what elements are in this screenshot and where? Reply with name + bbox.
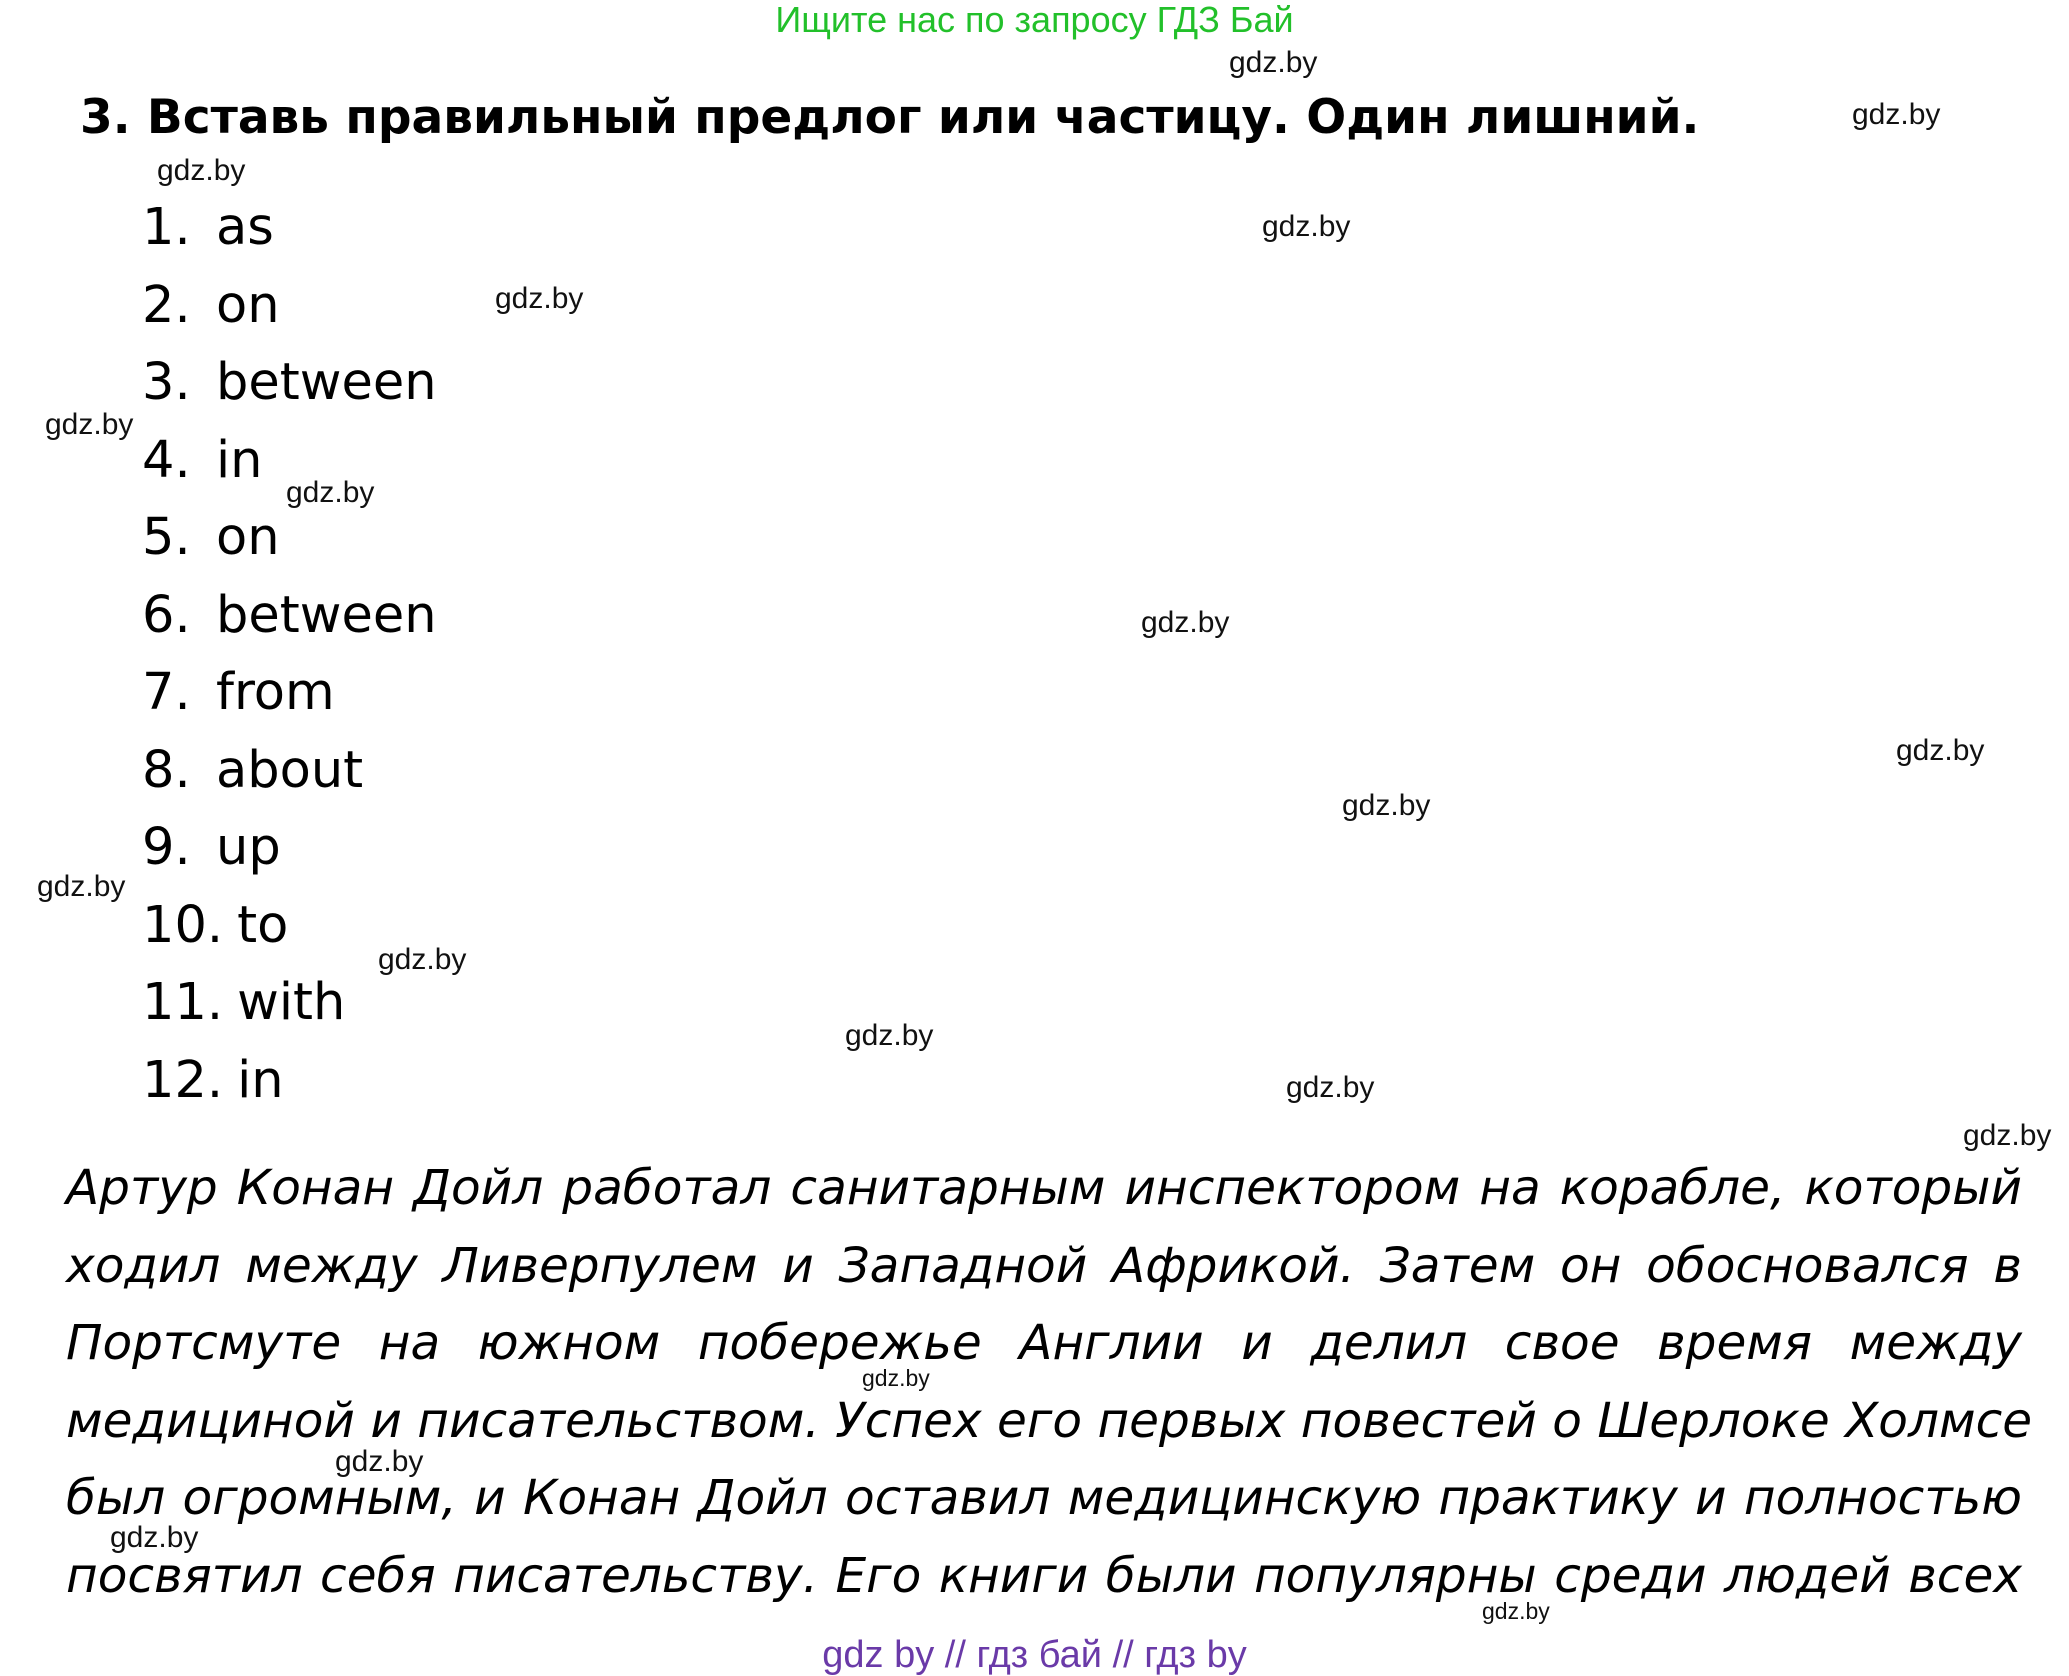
answer-number: 10.: [142, 895, 224, 955]
answer-word: from: [216, 663, 335, 722]
footer-links: gdz by // гдз бай // гдз by: [822, 1634, 1247, 1676]
answer-item: [142, 736, 437, 814]
answer-word: on: [216, 275, 280, 335]
watermark: gdz.by: [1262, 210, 1351, 243]
watermark: gdz.by: [378, 943, 467, 976]
answer-word: to: [237, 895, 289, 955]
answer-item: [142, 193, 437, 271]
answer-item: [142, 348, 437, 426]
answer-item: [142, 658, 437, 736]
answer-number: 3.: [142, 353, 191, 412]
search-banner: Ищите нас по запросу ГДЗ Бай: [775, 0, 1294, 40]
passage-line: ходил между Ливерпулем и Западной Африкой. Затем он обосновался в: [66, 1237, 2022, 1294]
answer-number: 1.: [142, 198, 191, 257]
answer-word: up: [216, 818, 281, 877]
answer-number: 12.: [142, 1050, 224, 1110]
answer-word: on: [216, 508, 280, 567]
watermark: gdz.by: [1342, 789, 1431, 822]
answer-number: 5.: [142, 508, 191, 567]
task-title: 3. Вставь правильный предлог или частицу. Один лишний.: [80, 90, 1700, 145]
answer-item: [142, 968, 437, 1046]
answer-word: as: [216, 198, 274, 257]
answer-number: 8.: [142, 740, 191, 800]
answer-word: in: [216, 430, 263, 490]
watermark: gdz.by: [110, 1521, 199, 1554]
watermark: gdz.by: [1896, 734, 1985, 767]
watermark: gdz.by: [335, 1445, 424, 1478]
watermark: gdz.by: [37, 870, 126, 903]
answer-word: in: [237, 1050, 284, 1110]
watermark: gdz.by: [1482, 1598, 1550, 1624]
answer-item: [142, 581, 437, 659]
watermark: gdz.by: [1852, 98, 1941, 131]
answer-item: [142, 1046, 437, 1124]
answer-word: with: [237, 973, 346, 1032]
answer-list: [142, 193, 437, 1123]
answer-number: 6.: [142, 585, 191, 645]
answer-number: 4.: [142, 430, 191, 490]
passage-line: посвятил себя писательству. Его книги были популярны среди людей всех: [66, 1547, 2022, 1604]
watermark: gdz.by: [1229, 46, 1318, 79]
passage-line: был огромным, и Конан Дойл оставил медицинскую практику и полностью: [66, 1470, 2022, 1526]
passage-line: медициной и писательством. Успех его первых повестей о Шерлоке Холмсе: [66, 1392, 2033, 1449]
answer-item: [142, 813, 437, 891]
watermark: gdz.by: [845, 1019, 934, 1052]
watermark: gdz.by: [495, 282, 584, 315]
passage-line: Портсмуте на южном побережье Англии и делил свое время между: [66, 1315, 2022, 1371]
passage-text: [66, 1150, 2033, 1615]
answer-item: [142, 271, 437, 349]
answer-word: about: [216, 740, 364, 800]
watermark: gdz.by: [286, 476, 375, 509]
answer-word: between: [216, 585, 437, 645]
answer-item: [142, 503, 437, 581]
watermark: gdz.by: [1286, 1071, 1375, 1104]
watermark: gdz.by: [862, 1365, 930, 1391]
answer-number: 7.: [142, 663, 191, 722]
watermark: gdz.by: [1963, 1119, 2052, 1152]
watermark: gdz.by: [45, 408, 134, 441]
watermark: gdz.by: [157, 154, 246, 187]
answer-number: 11.: [142, 973, 224, 1032]
answer-number: 2.: [142, 275, 191, 335]
watermark: gdz.by: [1141, 606, 1230, 639]
answer-word: between: [216, 353, 437, 412]
passage-line: Артур Конан Дойл работал санитарным инспектором на корабле, который: [66, 1160, 2022, 1216]
answer-number: 9.: [142, 818, 191, 877]
